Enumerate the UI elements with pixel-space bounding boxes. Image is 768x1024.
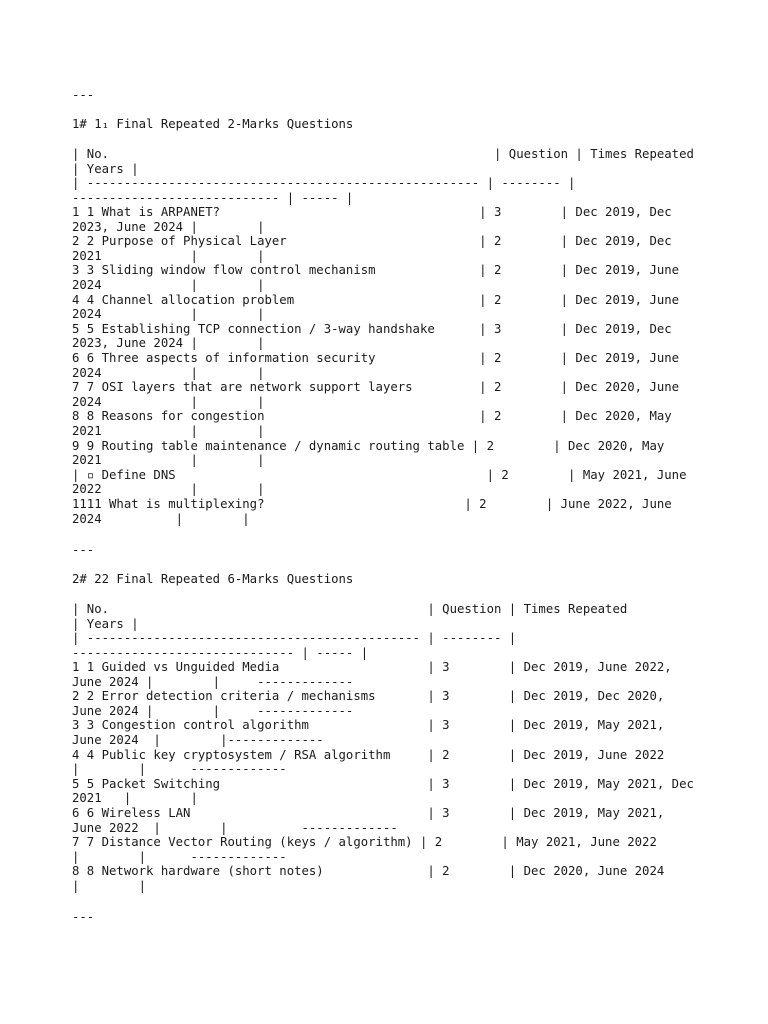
table-line: 2023, June 2024 | | bbox=[72, 219, 265, 234]
table-line: ---------------------------- | ----- | bbox=[72, 190, 354, 205]
table-line: 8 8 Network hardware (short notes) | 2 | Dec 2020, June 2024 bbox=[72, 864, 665, 879]
table-line: 2021 | | bbox=[72, 791, 198, 806]
table-line: | | ------------- bbox=[72, 849, 287, 864]
separator-line: --- bbox=[72, 543, 95, 557]
table-line: | --------------------------------------------- | -------- | bbox=[72, 631, 517, 646]
table-line: | Years | bbox=[72, 161, 139, 176]
table-line: | No. | Question | Times Repeated bbox=[72, 147, 694, 161]
table-line: | Years | bbox=[72, 616, 139, 631]
table-line: ------------------------------ | ----- | bbox=[72, 645, 369, 660]
table-line: June 2024 | | ------------- bbox=[72, 674, 354, 689]
table-line: 7 7 Distance Vector Routing (keys / algorithm) | 2 | May 2021, June 2022 bbox=[72, 835, 657, 850]
table-line: 6 6 Wireless LAN | 3 | Dec 2019, May 2021, bbox=[72, 806, 665, 820]
section-heading: 1# 1₁ Final Repeated 2-Marks Questions bbox=[72, 117, 354, 131]
table-line: 1111 What is multiplexing? | 2 | June 2022, June bbox=[72, 497, 672, 511]
table-line: 1 1 Guided vs Unguided Media | 3 | Dec 2019, June 2022, bbox=[72, 660, 672, 674]
table-line: | No. | Question | Times Repeated bbox=[72, 602, 628, 616]
table-line: 9 9 Routing table maintenance / dynamic routing table | 2 | Dec 2020, May bbox=[72, 438, 665, 453]
table-line: 2024 | | bbox=[72, 307, 265, 322]
table-line: 2021 | | bbox=[72, 453, 265, 468]
table-line: 1 1 What is ARPANET? | 3 | Dec 2019, Dec bbox=[72, 205, 672, 219]
table-line: 4 4 Channel allocation problem | 2 | Dec 2019, June bbox=[72, 292, 680, 307]
table-line: 2024 | | bbox=[72, 278, 265, 292]
table-line: June 2024 | | ------------- bbox=[72, 703, 354, 718]
table-line: | | ------------- bbox=[72, 762, 287, 777]
separator-line: --- bbox=[72, 88, 95, 102]
table-line: 2024 | | bbox=[72, 365, 265, 380]
section-heading: 2# 22 Final Repeated 6-Marks Questions bbox=[72, 572, 354, 586]
table-line: | | bbox=[72, 879, 147, 893]
table-line: 5 5 Establishing TCP connection / 3-way handshake | 3 | Dec 2019, Dec bbox=[72, 321, 672, 336]
table-line: 2024 | | bbox=[72, 394, 265, 409]
table-line: 2021 | | bbox=[72, 424, 265, 438]
table-line: 2023, June 2024 | | bbox=[72, 336, 265, 351]
table-line: 3 3 Sliding window flow control mechanism | 2 | Dec 2019, June bbox=[72, 263, 680, 278]
table-line: 4 4 Public key cryptosystem / RSA algorithm | 2 | Dec 2019, June 2022 bbox=[72, 747, 665, 762]
table-line: | ▫ Define DNS | 2 | May 2021, June bbox=[72, 467, 687, 482]
table-line: 6 6 Three aspects of information security | 2 | Dec 2019, June bbox=[72, 351, 680, 365]
table-line: June 2022 | | ------------- bbox=[72, 820, 398, 835]
table-line: 2021 | | bbox=[72, 248, 265, 263]
table-line: 2 2 Purpose of Physical Layer | 2 | Dec 2019, Dec bbox=[72, 234, 672, 249]
table-line: 5 5 Packet Switching | 3 | Dec 2019, May 2021, Dec bbox=[72, 776, 694, 791]
table-line: 7 7 OSI layers that are network support layers | 2 | Dec 2020, June bbox=[72, 380, 680, 395]
table-line: | ----------------------------------------------------- | -------- | bbox=[72, 176, 576, 191]
table-line: 2024 | | bbox=[72, 511, 250, 526]
table-line: 2022 | | bbox=[72, 482, 265, 497]
separator-line: --- bbox=[72, 910, 95, 924]
table-line: 8 8 Reasons for congestion | 2 | Dec 2020, May bbox=[72, 409, 672, 424]
table-line: June 2024 | |------------- bbox=[72, 733, 324, 747]
table-line: 2 2 Error detection criteria / mechanisms | 3 | Dec 2019, Dec 2020, bbox=[72, 689, 665, 704]
table-line: 3 3 Congestion control algorithm | 3 | Dec 2019, May 2021, bbox=[72, 718, 665, 733]
